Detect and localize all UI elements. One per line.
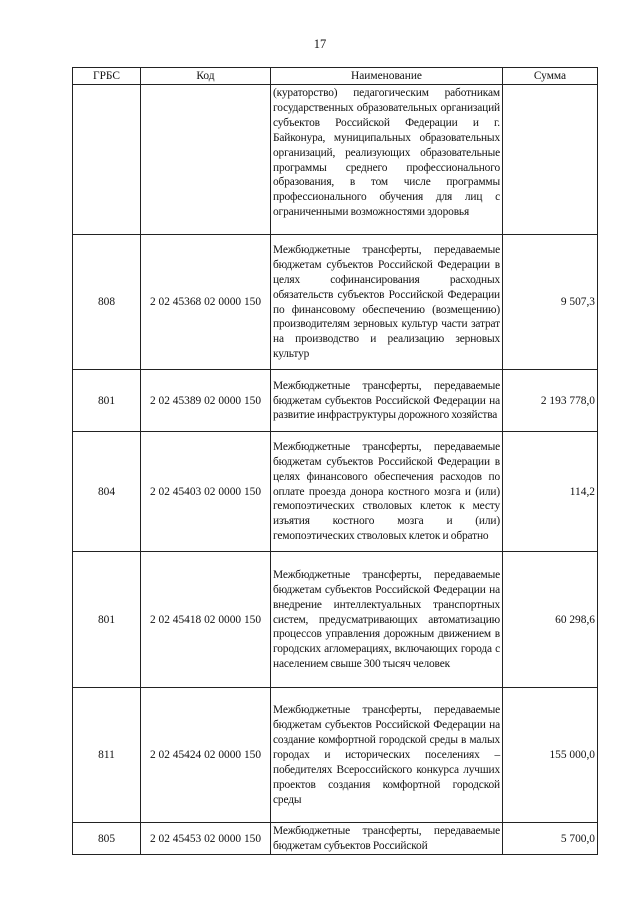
amount-cell: 60 298,6 [503,552,598,688]
header-code: Код [141,68,271,85]
name-cell [271,823,503,855]
amount-cell: 5 700,0 [503,823,598,855]
table-row [73,370,598,432]
name-text: Межбюджетные трансферты, передаваемые бюджетам субъектов Российской Федерации на развитие инфраструктуры дорожного хозяйства [273,379,500,422]
grbs-cell: 801 [73,552,141,688]
name-cell [271,432,503,552]
grbs-cell [73,85,141,235]
name-text: Межбюджетные трансферты, передаваемые бюджетам субъектов Российской Федерации на внедрение интеллектуальных транспортных систем, предусматривающих автоматизацию процессов управления дорожным движением в городских агломерациях, включающих города с населением свыше 300 тысяч человек [273,568,500,671]
header-row [73,68,598,85]
amount-cell: 155 000,0 [503,688,598,823]
name-text: Межбюджетные трансферты, передаваемые бюджетам субъектов Российской Федерации на создание комфортной городской среды в малых городах и исторических поселениях – победителях Всероссийского конкурса лучших проектов создания комфортной городской среды [273,704,500,806]
amount-cell [503,85,598,235]
amount-cell: 9 507,3 [503,235,598,370]
name-text: (кураторство) педагогическим работникам государственных образовательных организаций субъектов Российской Федерации и г. Байконура, муниципальных образовательных организаций, реализующих образовательные программы среднего профессионального образования, в том числе программы профессионального обучения для лиц с ограниченными возможностями здоровья [273,87,500,219]
name-text: Межбюджетные трансферты, передаваемые бюджетам субъектов Российской Федерации в целях финансового обеспечения расходов по оплате проезда донора костного мозга и (или) гемопоэтических стволовых клеток к месту изъятия костного мозга и (или) гемопоэтических стволовых клеток и обратно [273,440,500,543]
amount-cell: 114,2 [503,432,598,552]
grbs-cell: 805 [73,823,141,855]
name-cell [271,85,503,235]
code-cell: 2 02 45403 02 0000 150 [141,432,271,552]
grbs-cell: 804 [73,432,141,552]
name-text: Межбюджетные трансферты, передаваемые бюджетам субъектов Российской Федерации в целях софинансирования расходных обязательств субъектов Российской Федерации по финансовому обеспечению (возмещению) производителям зерновых культур части затрат на производство и реализацию зерновых культур [273,243,500,361]
table-row [73,823,598,855]
code-cell: 2 02 45368 02 0000 150 [141,235,271,370]
name-cell [271,235,503,370]
table-header [73,68,598,85]
grbs-cell: 811 [73,688,141,823]
code-cell: 2 02 45418 02 0000 150 [141,552,271,688]
table-body [73,85,598,855]
name-cell [271,552,503,688]
code-cell [141,85,271,235]
header-amount: Сумма [503,68,598,85]
table-row [73,85,598,235]
page-number: 17 [313,37,327,51]
budget-table [72,67,598,855]
code-cell: 2 02 45389 02 0000 150 [141,370,271,432]
table-row [73,552,598,688]
table-row [73,432,598,552]
table-row [73,235,598,370]
code-cell: 2 02 45424 02 0000 150 [141,688,271,823]
name-text: Межбюджетные трансферты, передаваемые бюджетам субъектов Российской [273,825,500,852]
name-cell [271,370,503,432]
grbs-cell: 801 [73,370,141,432]
header-name: Наименование [271,68,503,85]
amount-cell: 2 193 778,0 [503,370,598,432]
code-cell: 2 02 45453 02 0000 150 [141,823,271,855]
table-row [73,688,598,823]
grbs-cell: 808 [73,235,141,370]
name-cell [271,688,503,823]
header-grbs: ГРБС [73,68,141,85]
